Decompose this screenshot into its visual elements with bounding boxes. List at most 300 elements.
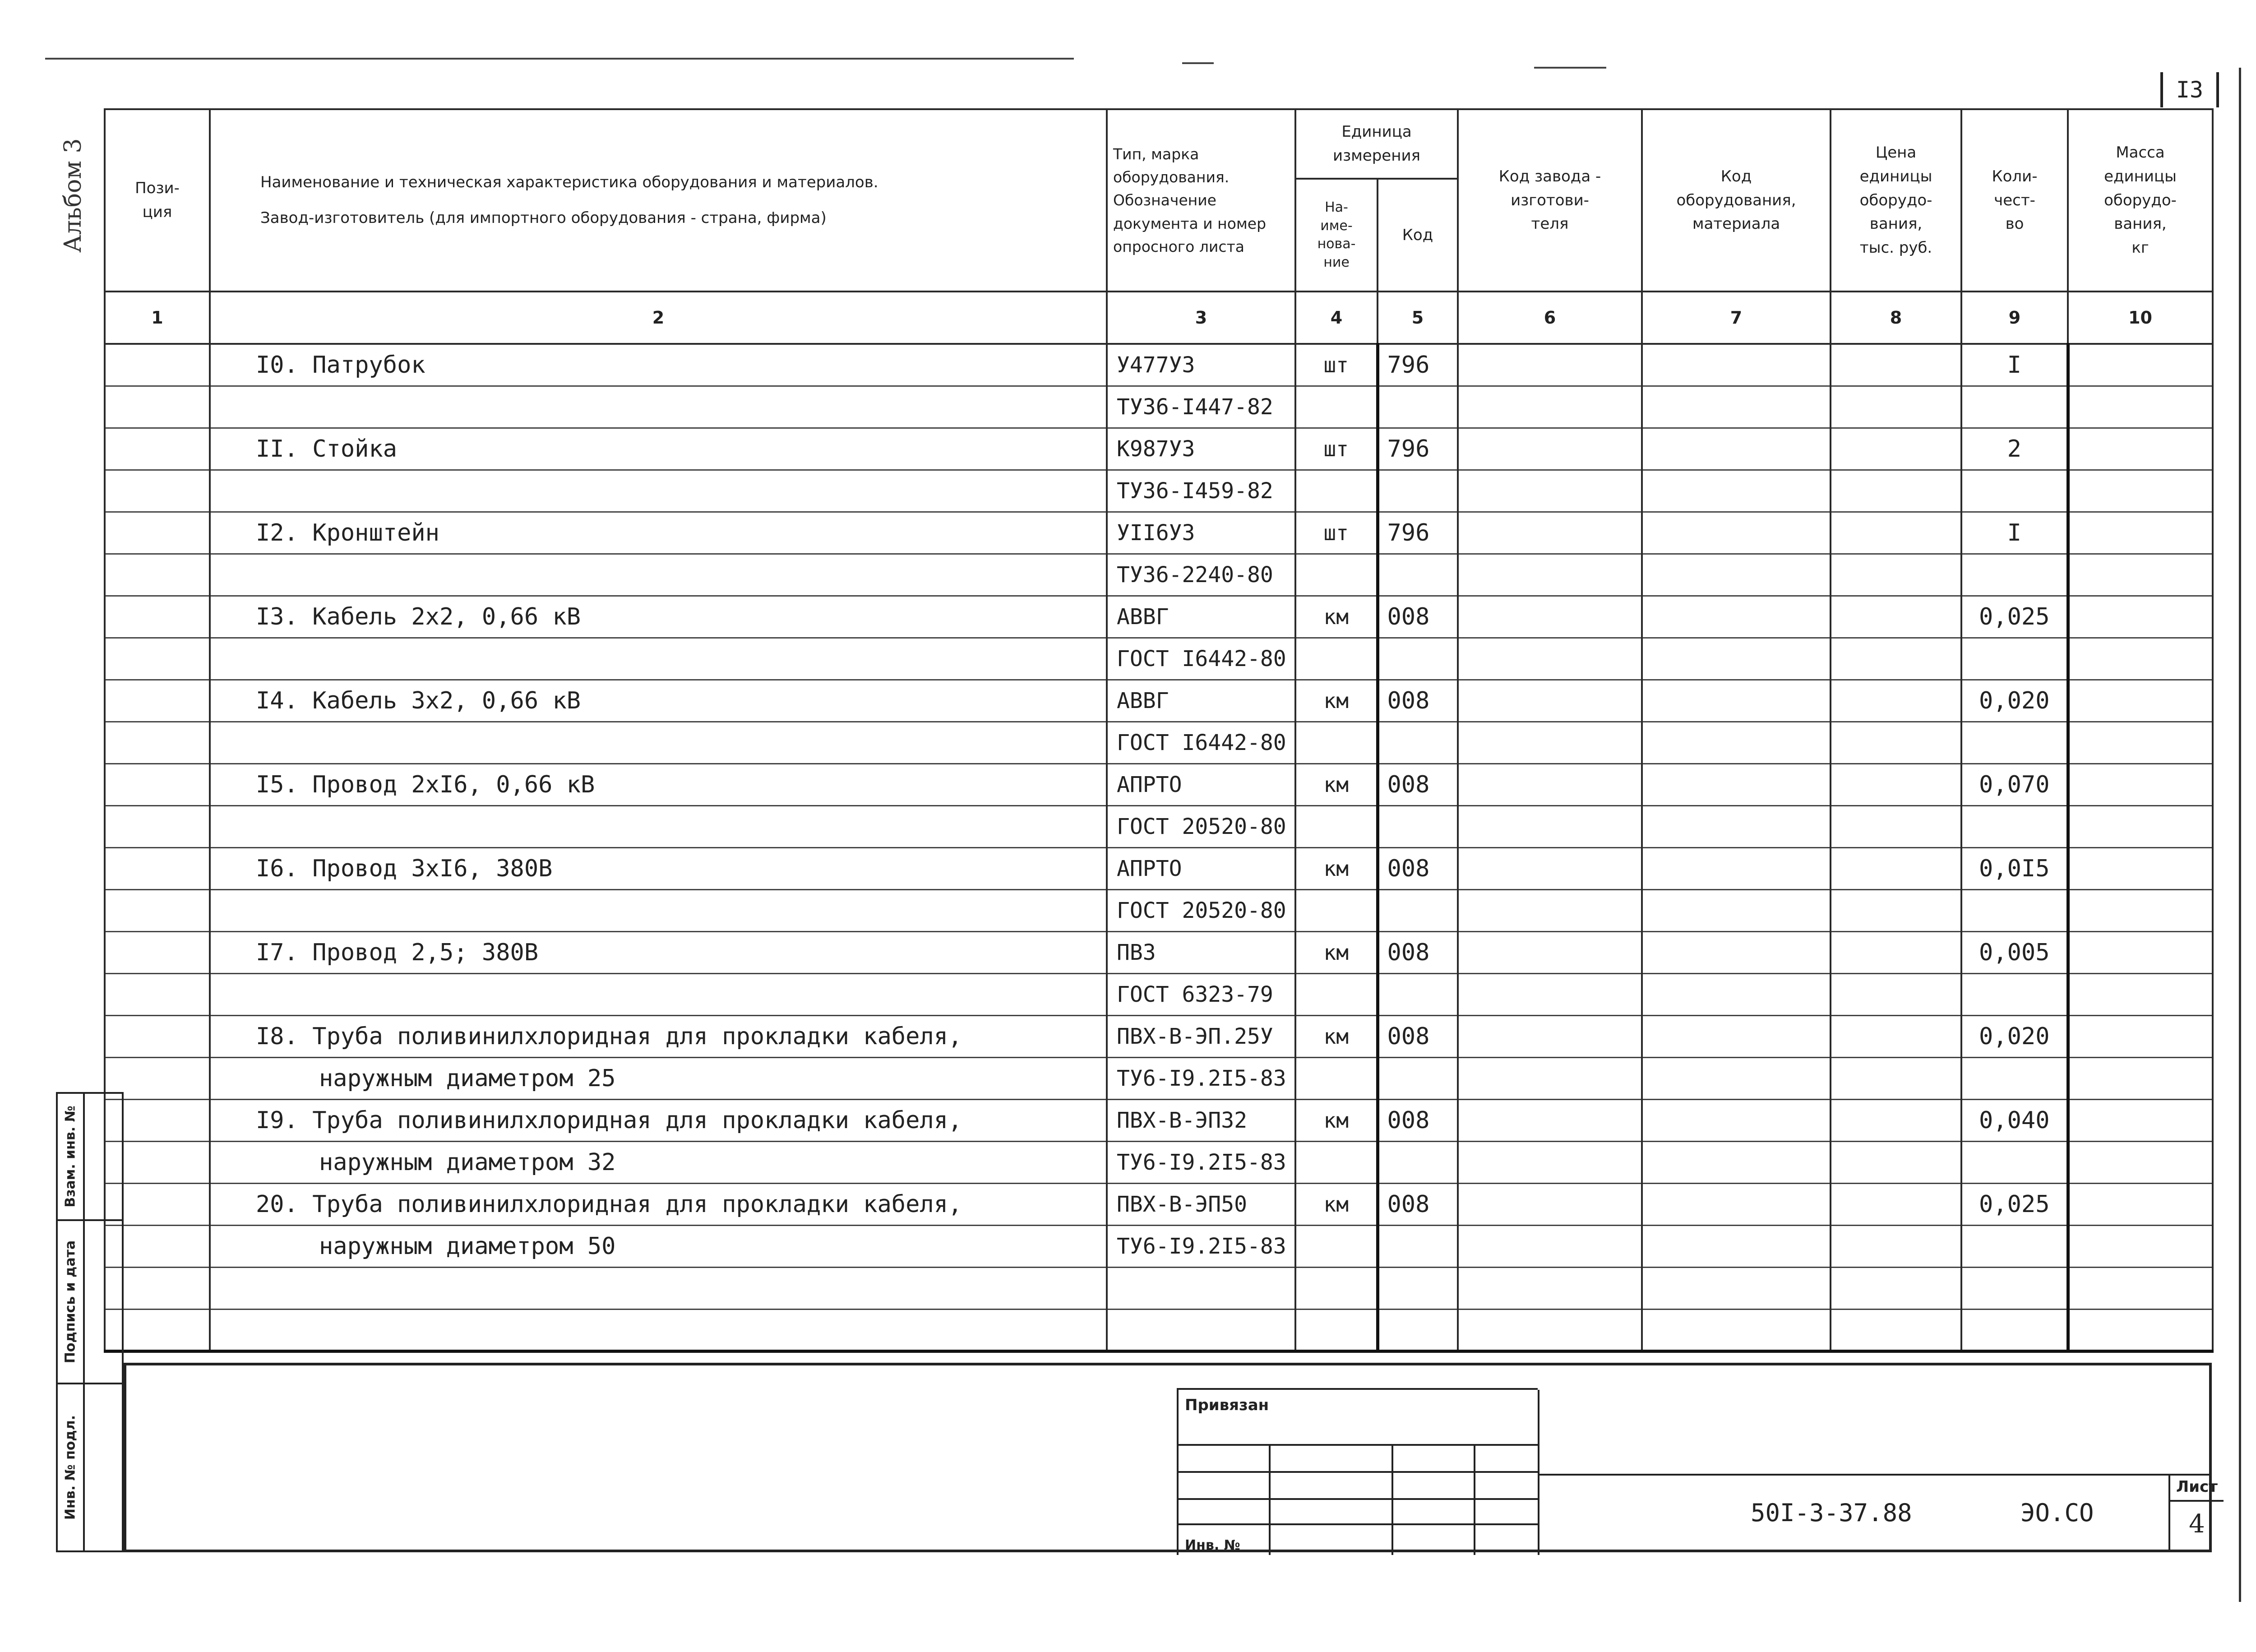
cell-name [210, 386, 1107, 428]
cell-quantity: 0,020 [1961, 680, 2068, 722]
table-row [105, 1057, 2213, 1099]
table-row [105, 1267, 2213, 1309]
document-number: 50I-3-37.88 [1751, 1499, 1912, 1527]
cell-name: 20. Труба поливинилхлоридная для прокладки кабеля, [210, 1183, 1107, 1225]
header-name-line1: Наименование и техническая характеристика оборудования и материалов. [260, 173, 878, 192]
cell-plant-code [1458, 344, 1642, 386]
cell-mass [2068, 554, 2213, 596]
cell-unit-code: 008 [1378, 1015, 1458, 1057]
cell-plant-code [1458, 680, 1642, 722]
cell-unit-name [1295, 1309, 1378, 1351]
col-number: 9 [1961, 292, 2068, 344]
top-rule-left [45, 58, 1074, 60]
stamp-fields [85, 1094, 122, 1550]
cell-type: ТУ6-I9.2I5-83 [1107, 1141, 1295, 1183]
cell-price [1831, 428, 1961, 470]
cell-unit-name: км [1295, 764, 1378, 805]
table-row [105, 344, 2213, 386]
attach-grid-line [1538, 1390, 1539, 1555]
cell-unit-code: 796 [1378, 344, 1458, 386]
cell-quantity: 0,020 [1961, 1015, 2068, 1057]
cell-quantity [1961, 889, 2068, 931]
cell-type: ТУ36-I447-82 [1107, 386, 1295, 428]
cell-unit-name [1295, 1057, 1378, 1099]
cell-plant-code [1458, 931, 1642, 973]
cell-name: наружным диаметром 32 [210, 1141, 1107, 1183]
cell-unit-code [1378, 470, 1458, 512]
cell-price [1831, 1183, 1961, 1225]
cell-equipment-code [1642, 889, 1831, 931]
cell-quantity [1961, 1057, 2068, 1099]
cell-plant-code [1458, 889, 1642, 931]
cell-name: наружным диаметром 50 [210, 1225, 1107, 1267]
cell-unit-name: км [1295, 1183, 1378, 1225]
cell-plant-code [1458, 1183, 1642, 1225]
table-row [105, 805, 2213, 847]
sheet-label: Лист [2170, 1474, 2224, 1502]
cell-name: I5. Провод 2хI6, 0,66 кВ [210, 764, 1107, 805]
cell-position [105, 596, 210, 638]
cell-mass [2068, 931, 2213, 973]
cell-position [105, 1015, 210, 1057]
cell-unit-name [1295, 1225, 1378, 1267]
cell-type: ТУ6-I9.2I5-83 [1107, 1057, 1295, 1099]
cell-name [210, 554, 1107, 596]
cell-price [1831, 1225, 1961, 1267]
cell-type: ПВХ-В-ЭП50 [1107, 1183, 1295, 1225]
cell-position [105, 889, 210, 931]
cell-price [1831, 847, 1961, 889]
cell-quantity: 0,025 [1961, 1183, 2068, 1225]
margin-stamps [56, 1092, 124, 1552]
table-row [105, 554, 2213, 596]
header-price: Цена единицы оборудо- вания, тыс. руб. [1831, 109, 1961, 292]
cell-type [1107, 1267, 1295, 1309]
attach-grid-line [1179, 1444, 1538, 1446]
header-name [210, 109, 1107, 292]
table-row [105, 931, 2213, 973]
cell-name [210, 1267, 1107, 1309]
cell-equipment-code [1642, 1183, 1831, 1225]
cell-mass [2068, 1225, 2213, 1267]
cell-plant-code [1458, 1309, 1642, 1351]
cell-mass [2068, 680, 2213, 722]
stamp-field-replace [85, 1094, 122, 1221]
cell-mass [2068, 512, 2213, 554]
cell-mass [2068, 1309, 2213, 1351]
cell-mass [2068, 805, 2213, 847]
cell-quantity [1961, 1267, 2068, 1309]
cell-plant-code [1458, 1015, 1642, 1057]
header-quantity: Коли- чест- во [1961, 109, 2068, 292]
cell-quantity: 0,040 [1961, 1099, 2068, 1141]
cell-quantity: 0,0I5 [1961, 847, 2068, 889]
cell-quantity [1961, 386, 2068, 428]
cell-plant-code [1458, 596, 1642, 638]
cell-unit-name [1295, 386, 1378, 428]
header-equipment-code: Код оборудования, материала [1642, 109, 1831, 292]
cell-plant-code [1458, 470, 1642, 512]
specification-table [104, 108, 2214, 1353]
cell-type: ТУ36-2240-80 [1107, 554, 1295, 596]
cell-quantity [1961, 638, 2068, 680]
cell-name: I0. Патрубок [210, 344, 1107, 386]
cell-mass [2068, 470, 2213, 512]
cell-unit-name: км [1295, 680, 1378, 722]
attach-grid-line [1392, 1444, 1393, 1555]
sheet-number: 4 [2189, 1509, 2205, 1539]
cell-type: ПВХ-В-ЭП32 [1107, 1099, 1295, 1141]
cell-equipment-code [1642, 805, 1831, 847]
cell-quantity: 0,025 [1961, 596, 2068, 638]
cell-mass [2068, 386, 2213, 428]
header-position: Пози- ция [105, 109, 210, 292]
col-number: 1 [105, 292, 210, 344]
stamp-field-inv [85, 1384, 122, 1550]
cell-type: АВВГ [1107, 680, 1295, 722]
cell-position [105, 512, 210, 554]
cell-unit-code: 008 [1378, 1099, 1458, 1141]
cell-unit-code: 008 [1378, 1183, 1458, 1225]
cell-mass [2068, 722, 2213, 764]
cell-type: ГОСТ I6442-80 [1107, 722, 1295, 764]
cell-name: I9. Труба поливинилхлоридная для прокладки кабеля, [210, 1099, 1107, 1141]
table-row [105, 1183, 2213, 1225]
cell-equipment-code [1642, 764, 1831, 805]
table-body [105, 344, 2213, 1351]
cell-quantity: 0,005 [1961, 931, 2068, 973]
cell-position [105, 973, 210, 1015]
cell-mass [2068, 847, 2213, 889]
cell-plant-code [1458, 805, 1642, 847]
cell-price [1831, 931, 1961, 973]
cell-type: ГОСТ 20520-80 [1107, 805, 1295, 847]
cell-unit-code: 796 [1378, 512, 1458, 554]
cell-price [1831, 638, 1961, 680]
cell-name [210, 722, 1107, 764]
cell-equipment-code [1642, 638, 1831, 680]
cell-price [1831, 722, 1961, 764]
cell-equipment-code [1642, 680, 1831, 722]
header-name-line2: Завод-изготовитель (для импортного оборудования - страна, фирма) [260, 209, 827, 227]
table-row [105, 512, 2213, 554]
cell-type: ГОСТ 6323-79 [1107, 973, 1295, 1015]
cell-plant-code [1458, 512, 1642, 554]
cell-equipment-code [1642, 1141, 1831, 1183]
cell-quantity [1961, 1225, 2068, 1267]
cell-equipment-code [1642, 722, 1831, 764]
cell-name: II. Стойка [210, 428, 1107, 470]
col-number: 10 [2068, 292, 2213, 344]
table-row [105, 764, 2213, 805]
cell-mass [2068, 344, 2213, 386]
cell-unit-code [1378, 1225, 1458, 1267]
cell-equipment-code [1642, 512, 1831, 554]
cell-plant-code [1458, 1057, 1642, 1099]
cell-plant-code [1458, 1141, 1642, 1183]
cell-quantity [1961, 722, 2068, 764]
cell-plant-code [1458, 722, 1642, 764]
cell-type: ТУ6-I9.2I5-83 [1107, 1225, 1295, 1267]
cell-unit-code: 796 [1378, 428, 1458, 470]
cell-unit-name [1295, 1267, 1378, 1309]
cell-unit-code [1378, 973, 1458, 1015]
cell-price [1831, 1057, 1961, 1099]
table-row [105, 722, 2213, 764]
cell-price [1831, 1267, 1961, 1309]
cell-position [105, 722, 210, 764]
col-number: 8 [1831, 292, 1961, 344]
stamp-sign-date: Подпись и дата [58, 1221, 83, 1384]
cell-price [1831, 596, 1961, 638]
cell-mass [2068, 1183, 2213, 1225]
cell-unit-name: шт [1295, 344, 1378, 386]
cell-name: I4. Кабель 3х2, 0,66 кВ [210, 680, 1107, 722]
attached-stamp [1177, 1388, 1538, 1555]
cell-equipment-code [1642, 344, 1831, 386]
stamp-inv-orig: Инв. № подл. [62, 1415, 79, 1520]
cell-unit-code [1378, 889, 1458, 931]
attached-label: Привязан [1185, 1396, 1269, 1414]
cell-plant-code [1458, 1267, 1642, 1309]
cell-unit-code: 008 [1378, 931, 1458, 973]
header-plant-code: Код завода - изготови- теля [1458, 109, 1642, 292]
cell-type: УII6УЗ [1107, 512, 1295, 554]
cell-name: I7. Провод 2,5; 380В [210, 931, 1107, 973]
cell-mass [2068, 638, 2213, 680]
cell-equipment-code [1642, 1099, 1831, 1141]
cell-unit-name [1295, 1141, 1378, 1183]
cell-unit-name [1295, 470, 1378, 512]
table-row [105, 638, 2213, 680]
cell-unit-code [1378, 1309, 1458, 1351]
cell-quantity [1961, 973, 2068, 1015]
table-row [105, 680, 2213, 722]
cell-plant-code [1458, 847, 1642, 889]
cell-position [105, 764, 210, 805]
cell-price [1831, 386, 1961, 428]
cell-price [1831, 1309, 1961, 1351]
cell-quantity [1961, 1141, 2068, 1183]
header-unit-name: На- име- нова- ние [1295, 179, 1378, 292]
cell-equipment-code [1642, 931, 1831, 973]
cell-price [1831, 973, 1961, 1015]
cell-equipment-code [1642, 847, 1831, 889]
cell-plant-code [1458, 428, 1642, 470]
cell-plant-code [1458, 638, 1642, 680]
cell-unit-name: км [1295, 847, 1378, 889]
cell-type: ПВХ-В-ЭП.25У [1107, 1015, 1295, 1057]
cell-position [105, 386, 210, 428]
cell-unit-code: 008 [1378, 847, 1458, 889]
cell-unit-name: км [1295, 1099, 1378, 1141]
cell-plant-code [1458, 554, 1642, 596]
cell-plant-code [1458, 1099, 1642, 1141]
cell-unit-code [1378, 386, 1458, 428]
top-rule-mid [1182, 62, 1214, 64]
cell-equipment-code [1642, 596, 1831, 638]
stamp-replace-inv: Взам. инв. № [58, 1094, 83, 1221]
title-block [124, 1363, 2218, 1553]
cell-quantity [1961, 1309, 2068, 1351]
cell-name: I3. Кабель 2х2, 0,66 кВ [210, 596, 1107, 638]
top-rule-right [1534, 67, 1606, 69]
cell-mass [2068, 764, 2213, 805]
col-number: 4 [1295, 292, 1378, 344]
col-number: 2 [210, 292, 1107, 344]
cell-quantity: 2 [1961, 428, 2068, 470]
cell-unit-name: шт [1295, 512, 1378, 554]
cell-price [1831, 1141, 1961, 1183]
album-label: Альбом 3 [60, 138, 87, 253]
cell-name: I6. Провод 3хI6, 380В [210, 847, 1107, 889]
attach-grid-line [1179, 1471, 1538, 1473]
cell-name: I2. Кронштейн [210, 512, 1107, 554]
cell-type: ПВЗ [1107, 931, 1295, 973]
cell-position [105, 428, 210, 470]
sheet-box [2168, 1474, 2224, 1552]
cell-unit-code [1378, 722, 1458, 764]
cell-equipment-code [1642, 973, 1831, 1015]
table-row [105, 596, 2213, 638]
table-row [105, 470, 2213, 512]
inv-label: Инв. № [1185, 1537, 1240, 1553]
cell-mass [2068, 596, 2213, 638]
table-row [105, 386, 2213, 428]
cell-type: ГОСТ 20520-80 [1107, 889, 1295, 931]
cell-equipment-code [1642, 428, 1831, 470]
cell-unit-code [1378, 1267, 1458, 1309]
cell-unit-name [1295, 805, 1378, 847]
cell-unit-name: шт [1295, 428, 1378, 470]
cell-type: У477УЗ [1107, 344, 1295, 386]
document-suffix: ЭО.СО [2020, 1499, 2094, 1527]
cell-position [105, 344, 210, 386]
cell-quantity [1961, 554, 2068, 596]
cell-unit-name [1295, 889, 1378, 931]
cell-unit-code: 008 [1378, 680, 1458, 722]
cell-plant-code [1458, 973, 1642, 1015]
cell-position [105, 470, 210, 512]
cell-name: наружным диаметром 25 [210, 1057, 1107, 1099]
cell-quantity: I [1961, 512, 2068, 554]
title-divider [1538, 1474, 2212, 1476]
cell-type: АВВГ [1107, 596, 1295, 638]
cell-quantity: I [1961, 344, 2068, 386]
cell-mass [2068, 1015, 2213, 1057]
cell-name: I8. Труба поливинилхлоридная для прокладки кабеля, [210, 1015, 1107, 1057]
cell-position [105, 554, 210, 596]
cell-plant-code [1458, 1225, 1642, 1267]
cell-mass [2068, 1141, 2213, 1183]
cell-equipment-code [1642, 554, 1831, 596]
cell-name [210, 470, 1107, 512]
cell-price [1831, 1099, 1961, 1141]
cell-type [1107, 1309, 1295, 1351]
table-row [105, 847, 2213, 889]
cell-unit-code [1378, 638, 1458, 680]
table-row [105, 973, 2213, 1015]
cell-position [105, 847, 210, 889]
cell-unit-name [1295, 973, 1378, 1015]
cell-equipment-code [1642, 1057, 1831, 1099]
cell-type: АПРТО [1107, 764, 1295, 805]
cell-unit-name: км [1295, 1015, 1378, 1057]
col-number: 5 [1378, 292, 1458, 344]
table-row [105, 428, 2213, 470]
header-type: Тип, марка оборудования. Обозначение документа и номер опросного листа [1107, 109, 1295, 292]
attach-grid-line [1269, 1444, 1271, 1555]
cell-type: АПРТО [1107, 847, 1295, 889]
cell-price [1831, 1015, 1961, 1057]
cell-unit-code [1378, 554, 1458, 596]
cell-unit-name [1295, 554, 1378, 596]
stamp-labels [58, 1094, 85, 1550]
table-row [105, 1225, 2213, 1267]
cell-price [1831, 554, 1961, 596]
header-unit-code: Код [1378, 179, 1458, 292]
page-number: I3 [2160, 72, 2219, 107]
table-row [105, 1141, 2213, 1183]
cell-unit-name: км [1295, 931, 1378, 973]
cell-price [1831, 764, 1961, 805]
cell-type: ТУ36-I459-82 [1107, 470, 1295, 512]
col-number: 7 [1642, 292, 1831, 344]
cell-mass [2068, 889, 2213, 931]
cell-unit-code [1378, 805, 1458, 847]
header-mass: Масса единицы оборудо- вания, кг [2068, 109, 2213, 292]
cell-mass [2068, 973, 2213, 1015]
cell-quantity [1961, 470, 2068, 512]
cell-equipment-code [1642, 386, 1831, 428]
cell-equipment-code [1642, 1267, 1831, 1309]
cell-price [1831, 512, 1961, 554]
cell-unit-code [1378, 1141, 1458, 1183]
cell-quantity [1961, 805, 2068, 847]
col-number: 6 [1458, 292, 1642, 344]
right-edge-line [2239, 68, 2241, 1602]
cell-name [210, 805, 1107, 847]
cell-unit-code: 008 [1378, 764, 1458, 805]
cell-name [210, 638, 1107, 680]
attach-grid-line [1179, 1523, 1538, 1525]
cell-position [105, 680, 210, 722]
col-number: 3 [1107, 292, 1295, 344]
cell-unit-name: км [1295, 596, 1378, 638]
cell-position [105, 805, 210, 847]
cell-quantity: 0,070 [1961, 764, 2068, 805]
cell-mass [2068, 1057, 2213, 1099]
cell-price [1831, 889, 1961, 931]
cell-name [210, 889, 1107, 931]
cell-price [1831, 805, 1961, 847]
cell-unit-name [1295, 638, 1378, 680]
table-row [105, 1309, 2213, 1351]
cell-equipment-code [1642, 1225, 1831, 1267]
cell-mass [2068, 1099, 2213, 1141]
cell-equipment-code [1642, 1309, 1831, 1351]
table-row [105, 1015, 2213, 1057]
cell-price [1831, 680, 1961, 722]
cell-unit-code [1378, 1057, 1458, 1099]
cell-name [210, 973, 1107, 1015]
cell-unit-code: 008 [1378, 596, 1458, 638]
attach-grid-line [1179, 1498, 1538, 1500]
cell-type: К987УЗ [1107, 428, 1295, 470]
cell-mass [2068, 428, 2213, 470]
cell-price [1831, 470, 1961, 512]
table-row [105, 1099, 2213, 1141]
